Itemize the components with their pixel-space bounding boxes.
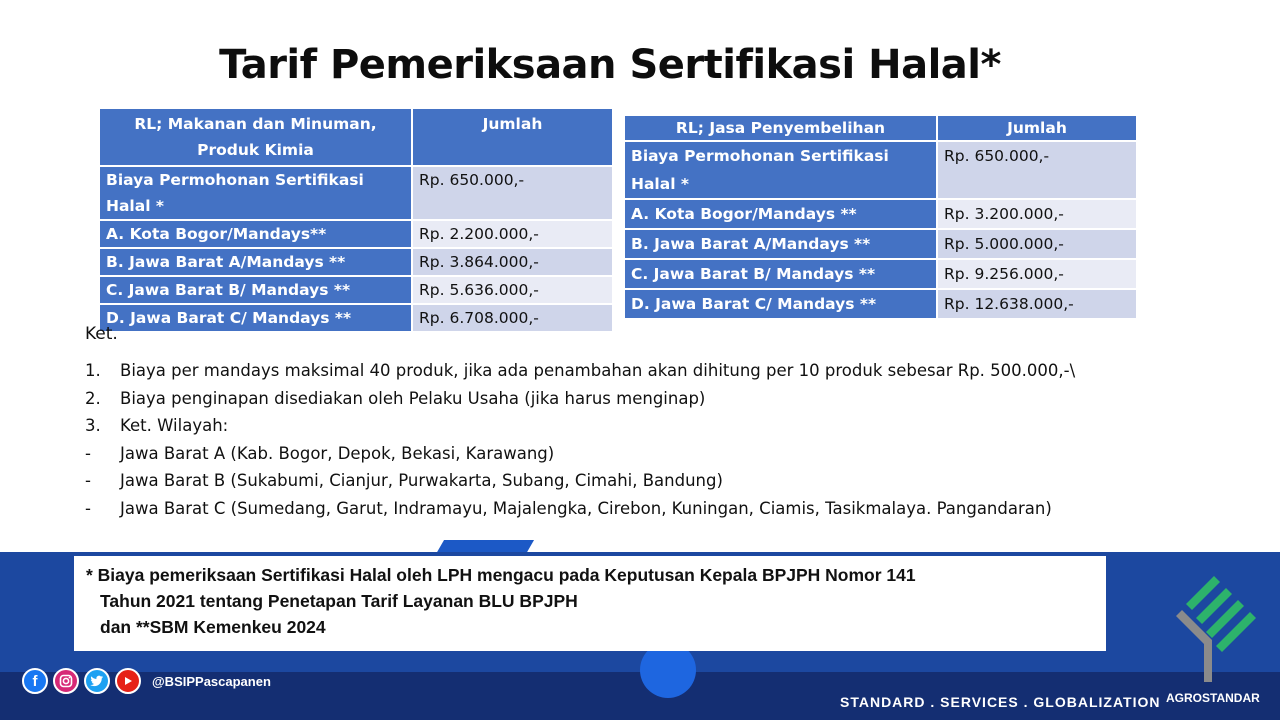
row-value: Rp. 5.636.000,- [412,276,613,304]
row-label: B. Jawa Barat A/Mandays ** [99,248,412,276]
notes-heading: Ket. [85,324,118,344]
row-value: Rp. 3.200.000,- [937,199,1137,229]
list-marker: - [85,443,91,463]
column-header: Jumlah [412,108,613,166]
list-marker: 2. [85,388,101,408]
row-label: D. Jawa Barat C/ Mandays ** [624,289,937,319]
tariff-table-makanan [98,107,614,333]
list-text: Jawa Barat C (Sumedang, Garut, Indramayu, Majalengka, Cirebon, Kuningan, Ciamis, Tasikmalaya. Pangandaran) [120,498,1052,518]
row-label: A. Kota Bogor/Mandays ** [624,199,937,229]
table-row [624,289,1137,319]
list-marker: 3. [85,416,101,436]
footnote-line: dan **SBM Kemenkeu 2024 [100,617,326,637]
row-value: Rp. 2.200.000,- [412,220,613,248]
row-value: Rp. 9.256.000,- [937,259,1137,289]
column-header: Jumlah [937,115,1137,141]
list-marker: - [85,471,91,491]
row-label: Biaya Permohonan Sertifikasi Halal * [99,166,412,220]
table-row [99,220,613,248]
table-row [624,141,1137,199]
social-handle[interactable]: @BSIPPascapanen [152,673,271,689]
table-row [99,166,613,220]
agrostandar-logo-icon [1168,572,1260,690]
row-label: C. Jawa Barat B/ Mandays ** [99,276,412,304]
column-header: RL; Jasa Penyembelihan [624,115,937,141]
row-value: Rp. 650.000,- [937,141,1137,199]
notes-list [85,357,1075,522]
row-label: D. Jawa Barat C/ Mandays ** [99,304,412,332]
list-item [85,495,1075,523]
row-label: B. Jawa Barat A/Mandays ** [624,229,937,259]
row-value: Rp. 3.864.000,- [412,248,613,276]
table-row [99,304,613,332]
row-value: Rp. 12.638.000,- [937,289,1137,319]
list-text: Biaya penginapan disediakan oleh Pelaku Usaha (jika harus menginap) [120,388,706,408]
tariff-table-penyembelihan [623,114,1138,320]
row-label: C. Jawa Barat B/ Mandays ** [624,259,937,289]
twitter-icon[interactable] [84,668,110,694]
list-item [85,385,1075,413]
row-value: Rp. 6.708.000,- [412,304,613,332]
list-marker: 1. [85,361,101,381]
social-links [22,668,271,694]
brand-name: AGROSTANDAR [1166,691,1260,705]
youtube-icon[interactable] [115,668,141,694]
row-label: Biaya Permohonan Sertifikasi Halal * [624,141,937,199]
footnote-line: Tahun 2021 tentang Penetapan Tarif Layanan BLU BPJPH [100,591,578,611]
table-row [624,229,1137,259]
table-row [624,259,1137,289]
row-label: A. Kota Bogor/Mandays** [99,220,412,248]
list-text: Ket. Wilayah: [120,416,229,436]
list-marker: - [85,498,91,518]
table-row [99,276,613,304]
list-item [85,440,1075,468]
list-item [85,412,1075,440]
row-value: Rp. 650.000,- [412,166,613,220]
row-value: Rp. 5.000.000,- [937,229,1137,259]
page-title: Tarif Pemeriksaan Sertifikasi Halal* [219,42,1001,88]
tagline: STANDARD . SERVICES . GLOBALIZATION [840,694,1161,710]
list-item [85,357,1075,385]
footnote-box [74,556,1106,651]
list-text: Biaya per mandays maksimal 40 produk, jika ada penambahan akan dihitung per 10 produk sebesar Rp. 500.000,-\ [120,361,1076,381]
list-item [85,467,1075,495]
list-text: Jawa Barat B (Sukabumi, Cianjur, Purwakarta, Subang, Cimahi, Bandung) [120,471,723,491]
list-text: Jawa Barat A (Kab. Bogor, Depok, Bekasi, Karawang) [120,443,555,463]
table-row [624,199,1137,229]
column-header: RL; Makanan dan Minuman, Produk Kimia [99,108,412,166]
instagram-icon[interactable] [53,668,79,694]
facebook-icon[interactable]: f [22,668,48,694]
footnote-line: * Biaya pemeriksaan Sertifikasi Halal oleh LPH mengacu pada Keputusan Kepala BPJPH Nomor 141 [86,565,916,585]
table-row [99,248,613,276]
